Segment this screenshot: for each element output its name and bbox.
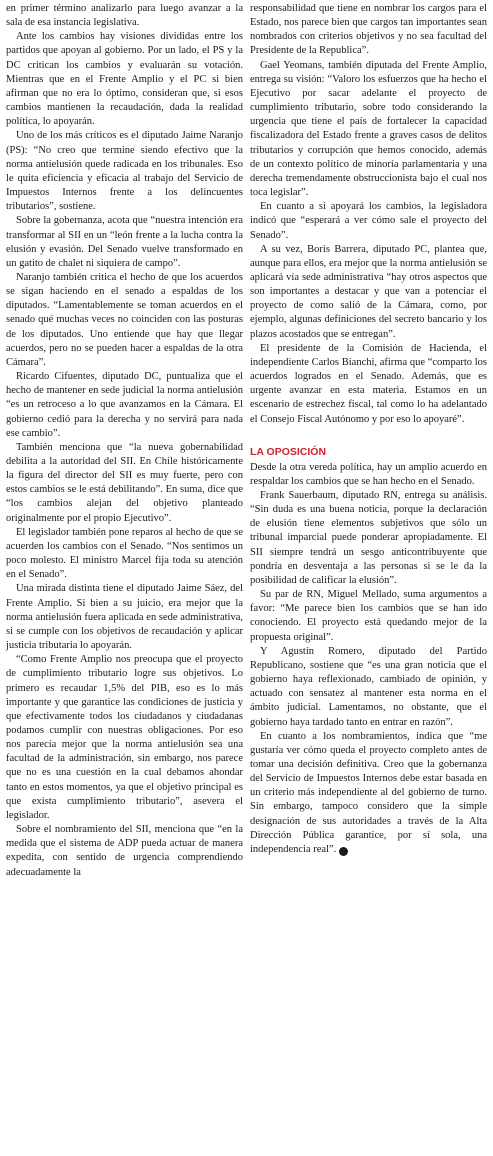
paragraph-continued: en primer término analizarlo para luego avanzar a la sala de esa instancia legislativa.: [6, 3, 243, 29]
paragraph: El presidente de la Comisión de Hacienda, el independiente Carlos Bianchi, afirma que “comparto los acuerdos logrados en el Senado. Además, que es urgente avanzar en esta materia. Estamos en un escenario de estrechez fiscal, tal como lo ha adelantado el Consejo Fiscal Autónomo y por eso lo apoyaré”.: [250, 342, 487, 425]
paragraph: Sobre la gobernanza, acota que “nuestra intención era transformar al SII en un “león frente a la lucha contra la elusión y evasión. Del Senado vuelve transformado en un gatito de chalet ni siquiera de campo”.: [6, 215, 243, 269]
paragraph: Y Agustín Romero, diputado del Partido Republicano, sostiene que “es una gran noticia que el gobierno haya reflexionado, cambiado de opinión, y actuado con sensatez al mantener esta norma en el ámbito judicial. Lamentamos, no obstante, que el gobierno haya tardado tanto en entrar en razón”.: [250, 645, 487, 728]
article-column-left: [6, 2, 243, 1156]
section-subheading: LA OPOSICIÓN: [250, 445, 327, 458]
paragraph: Ante los cambios hay visiones divididas entre los partidos que apoyan al gobierno. Por un lado, el PS y la DC critican los cambios y evaluarán su votación. Mientras que en el Frente Amplio y el PC si bien afirman que no era lo óptimo, consideran que, si esos cambios mantienen la recaudación, dada la realidad política, lo apoyarán.: [6, 31, 243, 128]
article-column-right: [250, 2, 487, 1156]
paragraph: Uno de los más críticos es el diputado Jaime Naranjo (PS): “No creo que termine siendo efectivo que la norma antielusión quede radicada en los tribunales. Eso le quita eficiencia y eficacia al trabajo del Servicio de Impuestos Internos frente a los delincuentes tributarios”, sostiene.: [6, 130, 243, 213]
paragraph: Sobre el nombramiento del SII, menciona que “en la medida que el sistema de ADP pueda actuar de manera expedita, con sentido de urgencia comprendiendo adecuadamente la: [6, 824, 243, 878]
paragraph-final: [250, 730, 487, 857]
paragraph: “Como Frente Amplio nos preocupa que el proyecto de cumplimiento tributario logre sus objetivos. Lo primero es recaudar 1,5% del PIB, eso es lo más importante y que garantice las condiciones de justicia y que efectivamente todos los ciudadanos y ciudadanas podamos cumplir con nuestras obligaciones. Por eso nos parecía mejor que la norma antielusión sea una facultad de la administración, sin embargo, nos parece que no es una cuestión en la cual debamos ahondar tanto en estos momentos, ya que el objetivo principal es que exista cumplimiento tributario”, asevera el legislador.: [6, 654, 243, 821]
paragraph: A su vez, Boris Barrera, diputado PC, plantea que, aunque para ellos, era mejor que la norma antielusión se aplicará vía sede administrativa “hay otros aspectos que son importantes a destacar y que van a potenciar el proyecto de como salió de la Cámara, como, por ejemplo, algunas definiciones del secreto bancario y los plazos acostados que se entregan”.: [250, 243, 487, 340]
paragraph: Frank Sauerbaum, diputado RN, entrega su análisis. “Sin duda es una buena noticia, porque la declaración de elusión tiene elementos subjetivos que sólo un tribunal imparcial puede ponderar apropiadamente. El SII siempre tendrá un sesgo anticontribuyente que pondría en desventaja a las personas si se le da la posibilidad de calificar la elusión”.: [250, 490, 487, 586]
paragraph: En cuanto a si apoyará los cambios, la legisladora indicó que “esperará a ver cómo sale el proyecto del Senado”.: [250, 201, 487, 241]
paragraph: Desde la otra vereda política, hay un amplio acuerdo en respaldar los cambios que se han hecho en el Senado.: [250, 461, 487, 487]
paragraph-continued: responsabilidad que tiene en nombrar los cargos para el Estado, nos parece bien que cargos tan importantes sean nombrados con criterios objetivos y no sea facultad del Presidente de la Republica”.: [250, 3, 487, 57]
paragraph: Una mirada distinta tiene el diputado Jaime Sáez, del Frente Amplio. Si bien a su juicio, era mejor que la norma antielusión fuera aplicada en sede administrativa, si se cumple con los objetivos de recaudación y aplicar justicia tributaria lo apoyarán.: [6, 583, 243, 652]
paragraph: También menciona que “la nueva gobernabilidad debilita a la autoridad del SII. En Chile históricamente la figura del director del SII es muy fuerte, pero con estos cambios se le está debilitando”. En suma, dice que “los cambios alejan del objetivo planteado originalmente por el propio Ejecutivo”.: [6, 441, 243, 524]
paragraph: Naranjo también critica el hecho de que los acuerdos se sigan haciendo en el senado a espaldas de los diputados. “Lamentablemente se toman acuerdos en el senado qué muchas veces no coinciden con las posturas de los diputados. Uno entiende que hay que llegar acuerdos, pero no se pueden hacer a espaldas de la otra Cámara”.: [6, 271, 243, 368]
paragraph: Su par de RN, Miguel Mellado, suma argumentos a favor: “Me parece bien los cambios que se han ido conociendo. El proyecto está quedando mejor de la propuesta original”.: [250, 589, 487, 643]
paragraph-final-text: En cuanto a los nombramientos, indica que “me gustaría ver cómo queda el proyecto completo antes de tomar una decisión definitiva. Creo que la gobernanza del Servicio de Impuestos Internos debe estar basada en un criterio más independiente al del gobierno de turno. Sin embargo, tampoco considero que la simple designación de sus autoridades a través de la Alta Dirección Pública garantice, por sí sola, una independencia real”.: [250, 730, 487, 855]
publication-end-mark-icon: P: [339, 847, 348, 856]
paragraph: Gael Yeomans, también diputada del Frente Amplio, entrega su visión: “Valoro los esfuerzos que ha hecho el Ejecutivo por sacar adelante el proyecto de cumplimiento tributario, sobre todo considerando la urgencia que tiene el país de fortalecer la capacidad fiscalizadora del Estado frente a graves casos de delitos tributarios y corrupción que hemos conocido, además de un contexto político de minoría parlamentaria y una derecha tremendamente obstruccionista bajo el cual nos toca legislar”.: [250, 59, 487, 199]
paragraph: El legislador también pone reparos al hecho de que se acuerden los cambios con el Senado. “Nos sentimos un poco molesto. El ministro Marcel fija toda su atención en el Senado”.: [6, 526, 243, 581]
paragraph: Ricardo Cifuentes, diputado DC, puntualiza que el hecho de mantener en sede judicial la norma antielusión “es un retroceso a lo que avanzamos en la Cámara. El gobierno cedió para la derecha y no servirá para nada ese cambio”.: [6, 371, 243, 439]
